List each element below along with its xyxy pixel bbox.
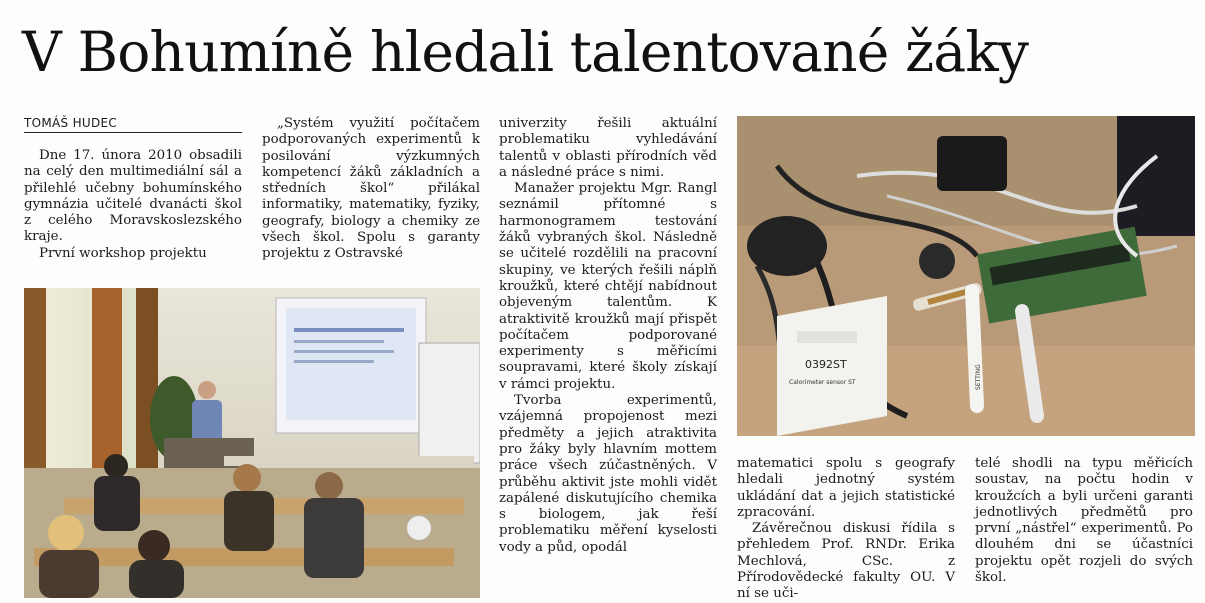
paragraph: matematici spolu s geografy hledali jednotný systém ukládání dat a jejich statistické zpracování.: [737, 456, 955, 520]
seminar-room-photo: [24, 288, 480, 598]
column-1: [24, 148, 242, 262]
box-subtitle-label: Calorimeter sensor ST: [789, 379, 856, 386]
seminar-room-illustration: [24, 288, 480, 598]
column-5: [975, 456, 1193, 586]
paragraph: Manažer projektu Mgr. Rangl seznámil přítomné s harmonogramem testování žáků vybraných škol. Následně se učitelé rozdělili na pracovní skupiny, ve kterých řešili náplň kroužků, které chtějí nabídnout objeveným talentům. K atraktivitě kroužků mají přispět počítačem podporované experimenty s měřicími soupravami, které školy získají v rámci projektu.: [499, 181, 717, 392]
equipment-illustration: [737, 116, 1195, 436]
probe-label: SETTING: [975, 364, 982, 390]
paragraph: Dne 17. února 2010 obsadili na celý den multimediální sál a přilehlé učebny bohumínského gymnázia učitelé dvanácti škol z celého Moravskoslezského kraje.: [24, 148, 242, 245]
paragraph: Závěrečnou diskusi řídila s přehledem Prof. RNDr. Erika Mechlová, CSc. z Přírodovědecké fakulty OU. V ní se uči-: [737, 521, 955, 602]
paragraph: Tvorba experimentů, vzájemná propojenost mezi předměty a jejich atraktivita pro žáky byly hlavním mottem práce všech zúčastněných. V průběhu aktivit jste mohli vidět zapálené diskutujícího chemika s biologem, jak řeší problematiku měření kyselosti vody a půd, opodál: [499, 393, 717, 555]
paragraph: „Systém využití počítačem podporovaných experimentů k posilování výzkumných kompetencí žáků základních a středních škol“ přilákal informatiky, matematiky, fyziky, geografy, biology a chemiky ze všech škol. Spolu s garanty projektu z Ostravské: [262, 116, 480, 262]
paragraph: univerzity řešili aktuální problematiku vyhledávání talentů v oblasti přírodních věd a následné práce s nimi.: [499, 116, 717, 180]
headline: V Bohumíně hledali talentované žáky: [22, 20, 1029, 84]
column-2: [262, 116, 480, 263]
box-code-label: 0392ST: [805, 358, 847, 371]
column-4: [737, 456, 955, 603]
column-3: [499, 116, 717, 556]
paragraph: telé shodli na typu měřicích soustav, na počtu hodin v kroužcích a byli určeni garanti jednotlivých předmětů pro první „nástřel“ experimentů. Po dlouhém dni se účastníci projektu opět rozjeli do svých škol.: [975, 456, 1193, 586]
measuring-equipment-photo: [737, 116, 1195, 436]
paragraph: První workshop projektu: [39, 245, 207, 261]
byline: TOMÁŠ HUDEC: [24, 116, 242, 133]
